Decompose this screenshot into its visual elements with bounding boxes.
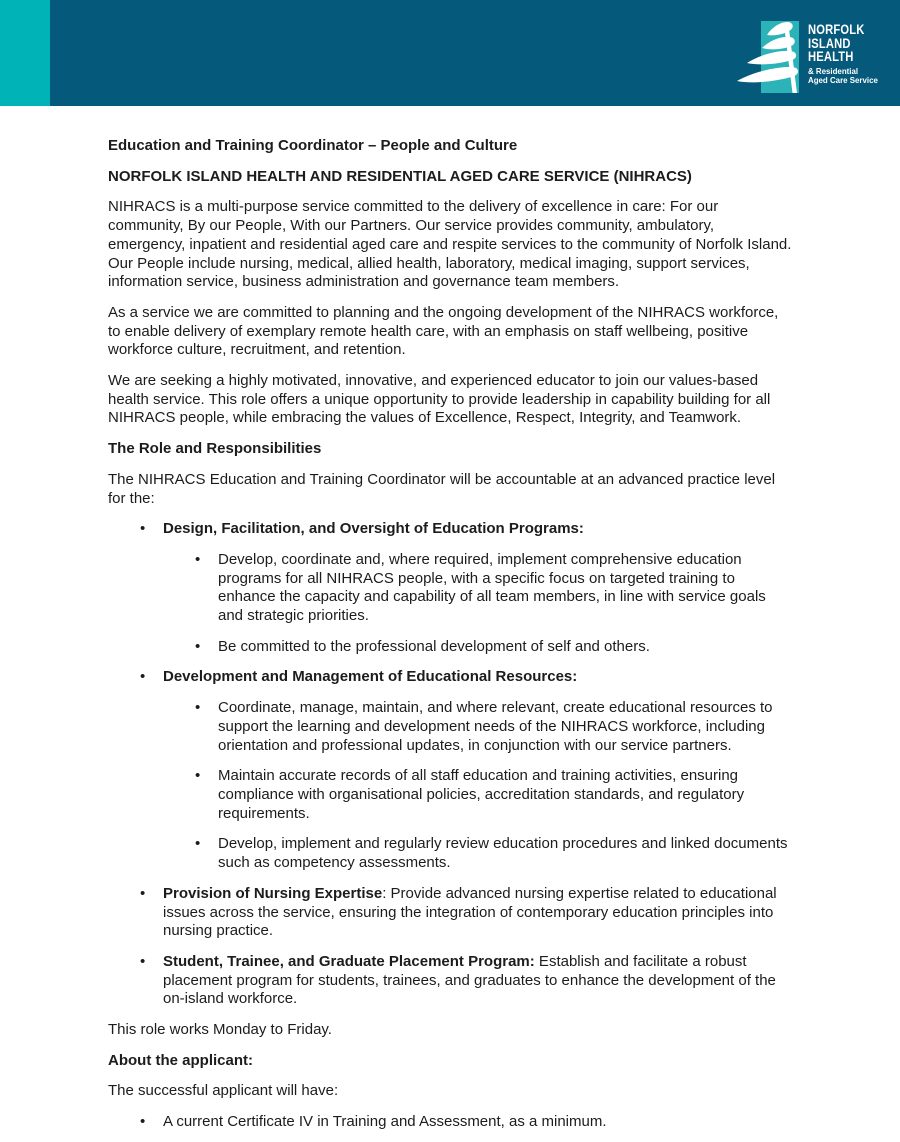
- sub-bullet-item: • Be committed to the professional development of self and others.: [108, 638, 792, 657]
- job-title-heading: Education and Training Coordinator – People and Culture: [108, 137, 518, 154]
- bullet-rest: : Provide advanced nursing expertise related to educational issues across the service, ensuring the integration of contemporary education principles into nursing practice.: [163, 884, 777, 940]
- bullet-lead: Provision of Nursing Expertise: [163, 884, 383, 902]
- document-body: [0, 106, 900, 1132]
- bullet-item: [108, 520, 792, 539]
- bullet-item: [108, 885, 792, 941]
- bullet-lead: Student, Trainee, and Graduate Placement Program:: [163, 952, 535, 970]
- norfolk-pine-tree-icon: [736, 12, 802, 94]
- logo-name-line: NORFOLK: [808, 21, 865, 37]
- bullet-rest: Establish and facilitate a robust placement program for students, trainees, and graduates to enhance the development of the on-island workforce.: [163, 952, 776, 1008]
- intro-paragraph: NIHRACS is a multi-purpose service committed to the delivery of excellence in care: For our community, By our People, With our Partners. Our service provides community, ambulatory, emergency, inpatient and residential aged care and respite services to the community of Norfolk Island. Our People include nursing, medical, allied health, laboratory, medical imaging, support services, information service, business administration and governance team members.: [108, 198, 792, 291]
- accent-bar: [0, 0, 50, 106]
- logo-name-line: ISLAND: [808, 34, 851, 51]
- sub-bullet-item: • Maintain accurate records of all staff education and training activities, ensuring compliance with organisational policies, accreditation standards, and regulatory requirements.: [108, 767, 792, 823]
- sub-bullet-item: • Develop, implement and regularly review education procedures and linked documents such as competency assessments.: [108, 835, 792, 872]
- bullet-lead: Design, Facilitation, and Oversight of Education Programs:: [163, 520, 584, 538]
- header-banner: [0, 0, 900, 106]
- sub-bullet-item: • Coordinate, manage, maintain, and where relevant, create educational resources to support the learning and development needs of the NIHRACS workforce, including orientation and professional updates, in conjunction with our service partners.: [108, 699, 792, 755]
- logo-tagline-line: & Residential: [808, 65, 859, 76]
- org-heading: NORFOLK ISLAND HEALTH AND RESIDENTIAL AGED CARE SERVICE (NIHRACS): [108, 167, 692, 185]
- logo-text: [808, 12, 883, 86]
- logo-tagline-line: Aged Care Service: [808, 75, 878, 85]
- bullet-item: [108, 953, 792, 1009]
- role-section-intro: The NIHRACS Education and Training Coordinator will be accountable at an advanced practice level for the:: [108, 470, 776, 507]
- schedule-note: This role works Monday to Friday.: [108, 1021, 332, 1039]
- org-logo: [736, 12, 883, 94]
- bullet-lead: Development and Management of Educational Resources:: [163, 668, 578, 686]
- intro-paragraph: We are seeking a highly motivated, innovative, and experienced educator to join our values-based health service. This role offers a unique opportunity to provide leadership in capability building for all NIHRACS people, while embracing the values of Excellence, Respect, Integrity, and Teamwork.: [108, 372, 771, 427]
- applicant-section-intro: The successful applicant will have:: [108, 1082, 339, 1100]
- bullet-item: [108, 668, 792, 687]
- role-section-heading: The Role and Responsibilities: [108, 440, 322, 458]
- sub-bullet-item: • Develop, coordinate and, where required, implement comprehensive education programs for all NIHRACS people, with a specific focus on targeted training to enhance the capacity and capability of all team members, in line with service goals and strategic priorities.: [108, 551, 792, 626]
- applicant-section-heading: About the applicant:: [108, 1051, 253, 1069]
- intro-paragraph: As a service we are committed to planning and the ongoing development of the NIHRACS workforce, to enable delivery of exemplary remote health care, with an emphasis on staff wellbeing, positive workforce culture, recruitment, and retention.: [108, 303, 779, 359]
- bullet-item: • A current Certificate IV in Training and Assessment, as a minimum.: [108, 1113, 792, 1132]
- logo-name-line: HEALTH: [808, 48, 854, 64]
